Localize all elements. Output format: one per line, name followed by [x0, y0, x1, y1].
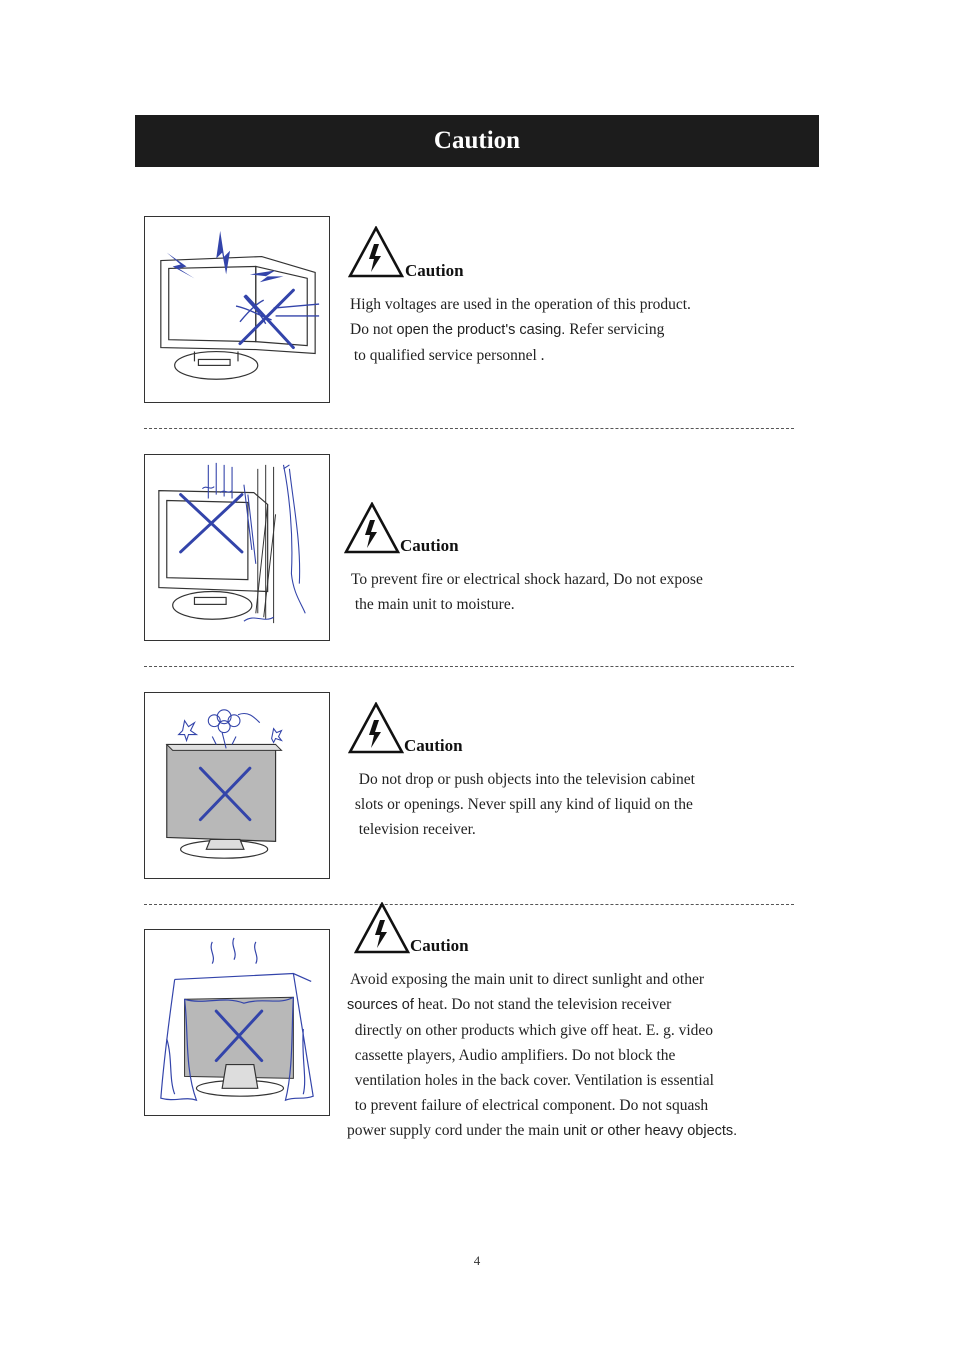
- high-voltage-warning-icon: [344, 502, 400, 554]
- caution-label-4: Caution: [410, 936, 469, 955]
- page-title: Caution: [433, 127, 521, 154]
- section-divider: [144, 904, 794, 905]
- caution-label-2: Caution: [400, 536, 459, 555]
- caution-text-4: [347, 967, 737, 1144]
- illustration-heat: [144, 929, 330, 1116]
- page-number: 4: [473, 1253, 481, 1268]
- tv-opened-casing-icon: [145, 217, 329, 402]
- text-line: High voltages are used in the operation of this product.: [350, 296, 691, 313]
- illustration-objects: [144, 692, 330, 879]
- text-line: Avoid exposing the main unit to direct sunlight and other: [347, 971, 705, 988]
- text-line: to qualified service personnel .: [350, 347, 545, 364]
- tv-covered-heat-icon: [145, 930, 329, 1115]
- text-line: ventilation holes in the back cover. Ventilation is essential: [347, 1072, 714, 1089]
- illustration-moisture: [144, 454, 330, 641]
- text-line: to prevent failure of electrical component. Do not squash: [347, 1097, 709, 1114]
- caution-label-3: Caution: [404, 736, 463, 755]
- tv-objects-icon: [145, 693, 329, 878]
- high-voltage-warning-icon: [348, 226, 404, 278]
- tv-moisture-icon: [145, 455, 329, 640]
- text-line: Do not open the product's casing. Refer servicing: [350, 321, 665, 338]
- high-voltage-warning-icon: [348, 702, 404, 754]
- text-line: power supply cord under the main unit or other heavy objects.: [347, 1122, 738, 1139]
- caution-label-1: Caution: [405, 261, 464, 280]
- section-divider: [144, 666, 794, 667]
- caution-text-2: [351, 567, 703, 617]
- text-line: television receiver.: [351, 821, 476, 838]
- text-line: sources of heat. Do not stand the television receiver: [347, 996, 672, 1013]
- caution-text-3: [351, 767, 695, 842]
- text-line: Do not drop or push objects into the television cabinet: [351, 771, 695, 788]
- page-title-bar: [135, 115, 819, 167]
- text-line: cassette players, Audio amplifiers. Do not block the: [347, 1047, 676, 1064]
- text-line: directly on other products which give off heat. E. g. video: [347, 1022, 714, 1039]
- illustration-high-voltage: [144, 216, 330, 403]
- section-divider: [144, 428, 794, 429]
- text-line: slots or openings. Never spill any kind of liquid on the: [351, 796, 693, 813]
- caution-text-1: [350, 292, 691, 368]
- text-line: To prevent fire or electrical shock hazard, Do not expose: [351, 571, 703, 588]
- text-line: the main unit to moisture.: [351, 596, 515, 613]
- high-voltage-warning-icon: [354, 902, 410, 954]
